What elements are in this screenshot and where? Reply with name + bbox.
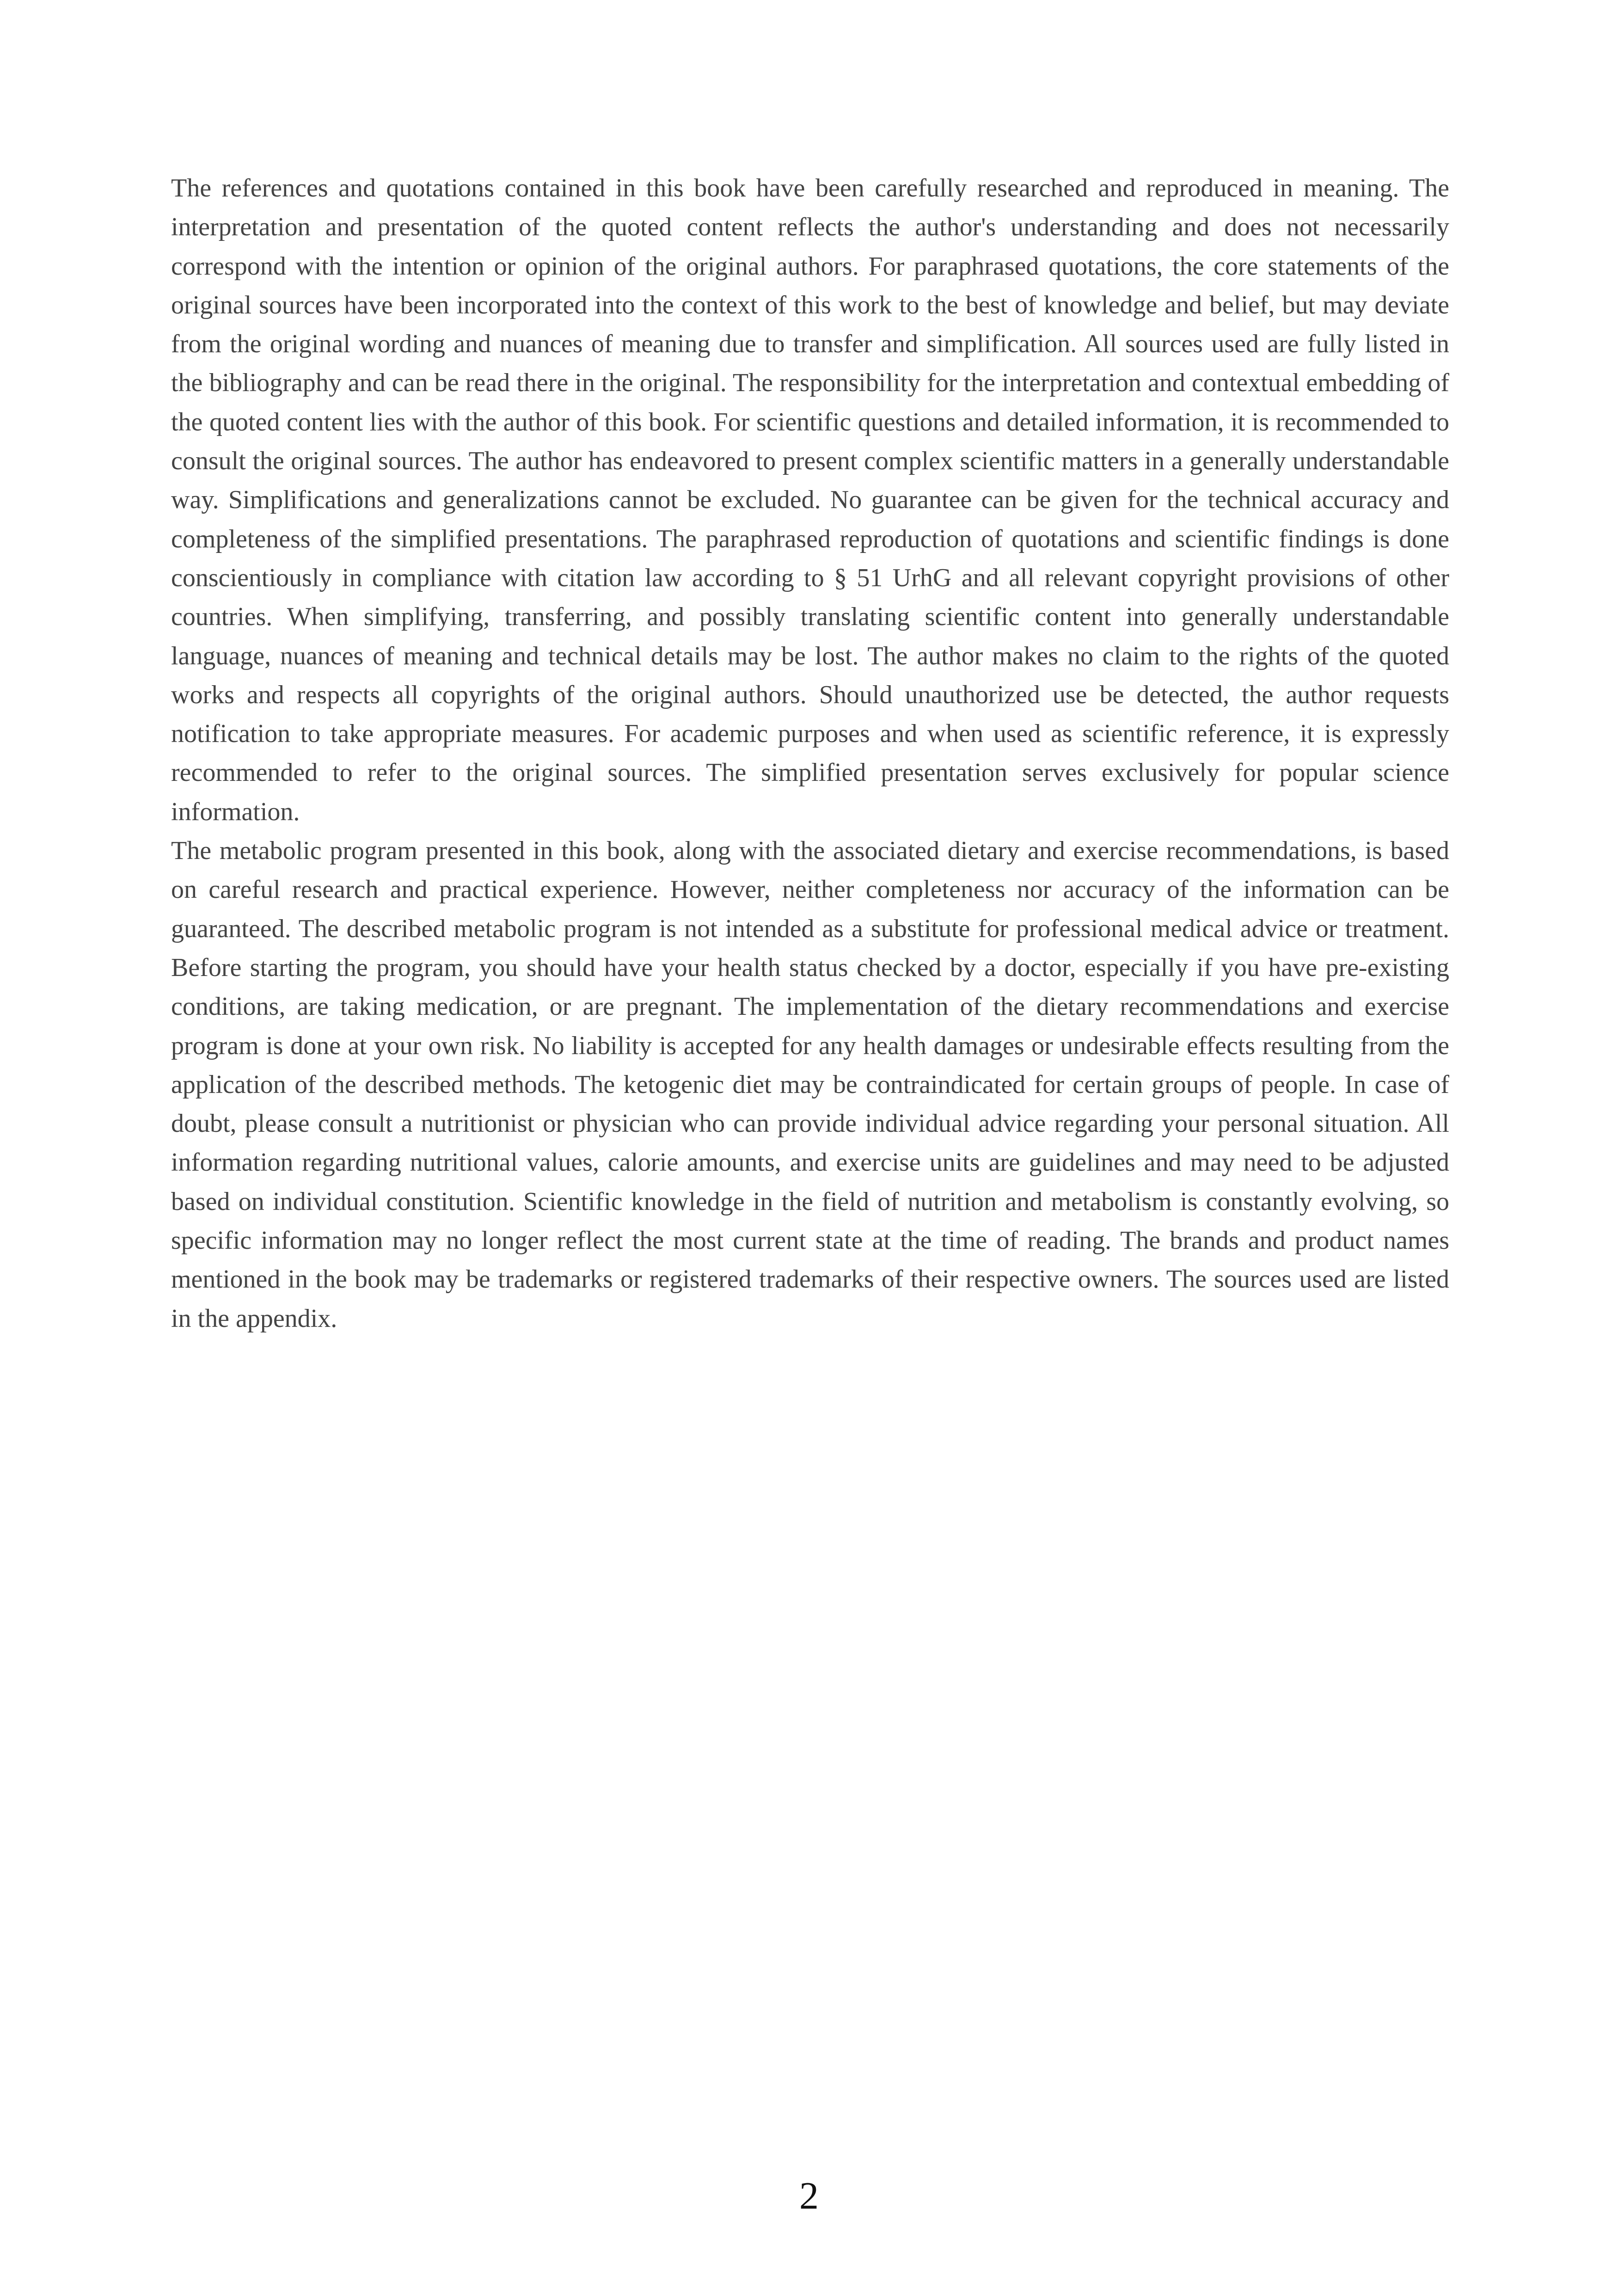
paragraph-citation-disclaimer: The references and quotations contained in this book have been carefully researched and reproduced in meaning. The interpretation and presentation of the quoted content reflects the author's understanding and does not necessarily correspond with the intention or opinion of the original authors. For paraphrased quotations, the core statements of the original sources have been incorporated into the context of this work to the best of knowledge and belief, but may deviate from the original wording and nuances of meaning due to transfer and simplification. All sources used are fully listed in the bibliography and can be read there in the original. The responsibility for the interpretation and contextual embedding of the quoted content lies with the author of this book. For scientific questions and detailed information, it is recommended to consult the original sources. The author has endeavored to present complex scientific matters in a generally understandable way. Simplifications and generalizations cannot be excluded. No guarantee can be given for the technical accuracy and completeness of the simplified presentations. The paraphrased reproduction of quotations and scientific findings is done conscientiously in compliance with citation law according to § 51 UrhG and all relevant copyright provisions of other countries. When simplifying, transferring, and possibly translating scientific content into generally understandable language, nuances of meaning and technical details may be lost. The author makes no claim to the rights of the quoted works and respects all copyrights of the original authors. Should unauthorized use be detected, the author requests notification to take appropriate measures. For academic purposes and when used as scientific reference, it is expressly recommended to refer to the original sources. The simplified presentation serves exclusively for popular science information.: [171, 174, 1449, 826]
body-text: [171, 169, 1449, 1338]
paragraph-health-disclaimer: The metabolic program presented in this book, along with the associated dietary and exercise recommendations, is based on careful research and practical experience. However, neither completeness nor accuracy of the information can be guaranteed. The described metabolic program is not intended as a substitute for professional medical advice or treatment. Before starting the program, you should have your health status checked by a doctor, especially if you have pre-existing conditions, are taking medication, or are pregnant. The implementation of the dietary recommendations and exercise program is done at your own risk. No liability is accepted for any health damages or undesirable effects resulting from the application of the described methods. The ketogenic diet may be contraindicated for certain groups of people. In case of doubt, please consult a nutritionist or physician who can provide individual advice regarding your personal situation. All information regarding nutritional values, calorie amounts, and exercise units are guidelines and may need to be adjusted based on individual constitution. Scientific knowledge in the field of nutrition and metabolism is constantly evolving, so specific information may no longer reflect the most current state at the time of reading. The brands and product names mentioned in the book may be trademarks or registered trademarks of their respective owners. The sources used are listed in the appendix.: [171, 836, 1449, 1333]
page-number: 2: [799, 2174, 819, 2217]
